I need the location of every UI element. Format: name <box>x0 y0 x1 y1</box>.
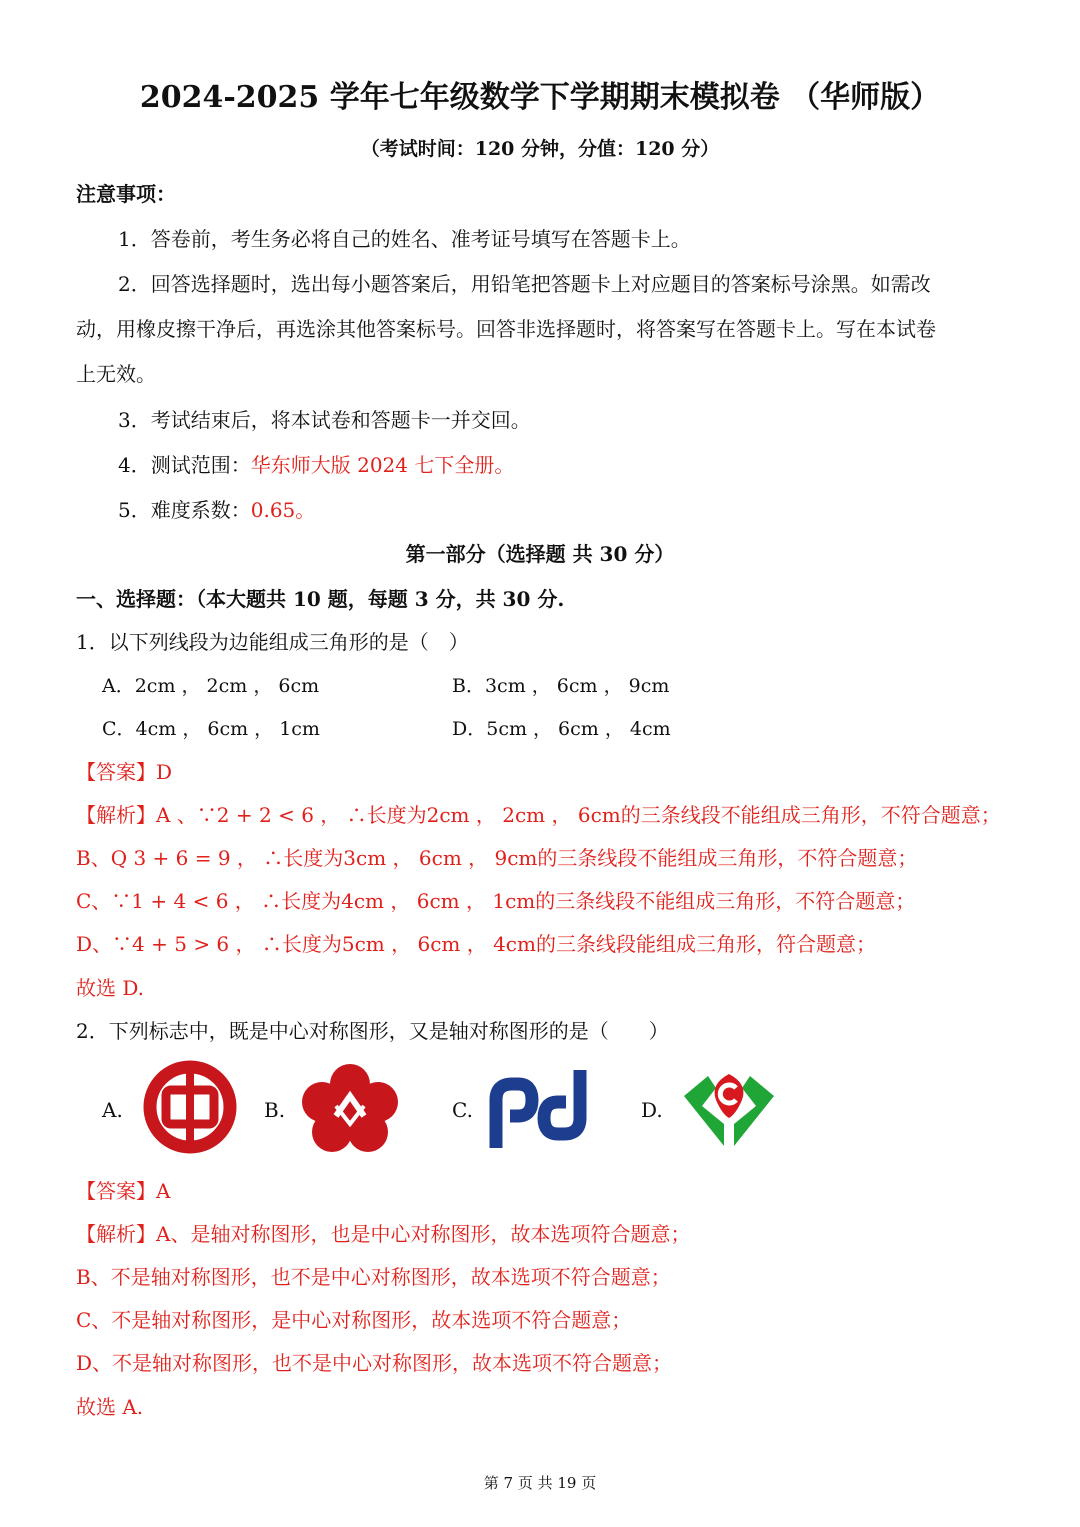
notice-item-5 <box>118 496 315 524</box>
rural-credit-logo-icon <box>682 1066 776 1148</box>
q1-analysis-line-2: B、Q 3 + 6 = 9 ， ∴长度为3cm ， 6cm ， 9cm的三条线段不能组成三角形，不符合题意； <box>76 846 918 870</box>
notice-item-2-line-2: 动，用橡皮擦干净后，再选涂其他答案标号。回答非选择题时，将答案写在答题卡上。写在本试卷 <box>76 317 936 341</box>
q2-option-b-label: B. <box>264 1098 286 1122</box>
q1-option-d: D．5cm ， 6cm ， 4cm <box>452 718 671 740</box>
q1-analysis-line-3: C、∵1 + 4 < 6 ， ∴长度为4cm ， 6cm ， 1cm的三条线段不能组成三角形，不符合题意； <box>76 889 916 913</box>
q2-analysis-line-3: C、不是轴对称图形，是中心对称图形，故本选项不符合题意； <box>76 1308 632 1332</box>
q1-answer: 【答案】D <box>76 760 173 784</box>
section-1-heading: 一、选择题：（本大题共 10 题，每题 3 分，共 30 分. <box>76 587 565 611</box>
q2-analysis-line-4: D、不是轴对称图形，也不是中心对称图形，故本选项不符合题意； <box>76 1351 673 1375</box>
q2-analysis-label: 【解析】 <box>76 1222 156 1246</box>
q1-option-c: C．4cm ， 6cm ， 1cm <box>102 718 320 740</box>
part-1-heading: 第一部分（选择题 共 30 分） <box>405 542 675 566</box>
notice-item-4-label: 4．测试范围： <box>118 453 251 477</box>
q1-analysis-text-1: A 、∵2 + 2 < 6 ， ∴长度为2cm ， 2cm ， 6cm的三条线段不能组成三角形，不符合题意； <box>156 803 1001 827</box>
notice-heading: 注意事项： <box>76 182 176 206</box>
notice-item-4 <box>118 451 514 479</box>
q2-answer: 【答案】A <box>76 1179 171 1203</box>
q2-option-c-label: C. <box>452 1098 473 1122</box>
q2-analysis-line-2: B、不是轴对称图形，也不是中心对称图形，故本选项不符合题意； <box>76 1265 671 1289</box>
q1-analysis-label: 【解析】 <box>76 803 156 827</box>
page-title: 2024-2025 学年七年级数学下学期期末模拟卷 （华师版） <box>139 80 941 115</box>
spdb-logo-icon <box>488 1066 588 1152</box>
notice-item-2-line-1: 2．回答选择题时，选出每小题答案后，用铅笔把答题卡上对应题目的答案标号涂黑。如需改 <box>118 272 931 296</box>
notice-item-5-label: 5．难度系数： <box>118 498 251 522</box>
q2-analysis-line-1 <box>76 1220 690 1248</box>
q1-analysis-line-4: D、∵4 + 5 > 6 ， ∴长度为5cm ， 6cm ， 4cm的三条线段能组成三角形，符合题意； <box>76 932 876 956</box>
flower-bank-logo-icon <box>300 1062 400 1154</box>
notice-item-1: 1．答卷前，考生务必将自己的姓名、准考证号填写在答题卡上。 <box>118 227 691 251</box>
q2-conclusion: 故选 A. <box>76 1395 144 1419</box>
q1-option-a: A．2cm ， 2cm ， 6cm <box>102 675 320 697</box>
test-scope: 华东师大版 2024 七下全册。 <box>250 453 515 477</box>
q1-conclusion: 故选 D. <box>76 976 145 1000</box>
q2-stem: 2．下列标志中，既是中心对称图形，又是轴对称图形的是（ ） <box>76 1019 669 1043</box>
q1-stem: 1．以下列线段为边能组成三角形的是（ ） <box>76 630 469 654</box>
q2-analysis-text-1: A、是轴对称图形，也是中心对称图形，故本选项符合题意； <box>156 1222 691 1246</box>
difficulty-value: 0.65。 <box>250 498 316 522</box>
q2-option-d-label: D. <box>641 1098 663 1122</box>
q1-analysis-line-1 <box>76 801 1001 829</box>
bank-of-china-logo-icon <box>140 1060 240 1154</box>
exam-info: （考试时间：120 分钟，分值：120 分） <box>360 138 720 160</box>
q1-option-b: B．3cm ， 6cm ， 9cm <box>452 675 670 697</box>
page-number: 第 7 页 共 19 页 <box>483 1474 597 1492</box>
notice-item-2-line-3: 上无效。 <box>76 362 156 386</box>
notice-item-3: 3．考试结束后，将本试卷和答题卡一并交回。 <box>118 408 531 432</box>
q2-option-a-label: A. <box>102 1098 123 1122</box>
